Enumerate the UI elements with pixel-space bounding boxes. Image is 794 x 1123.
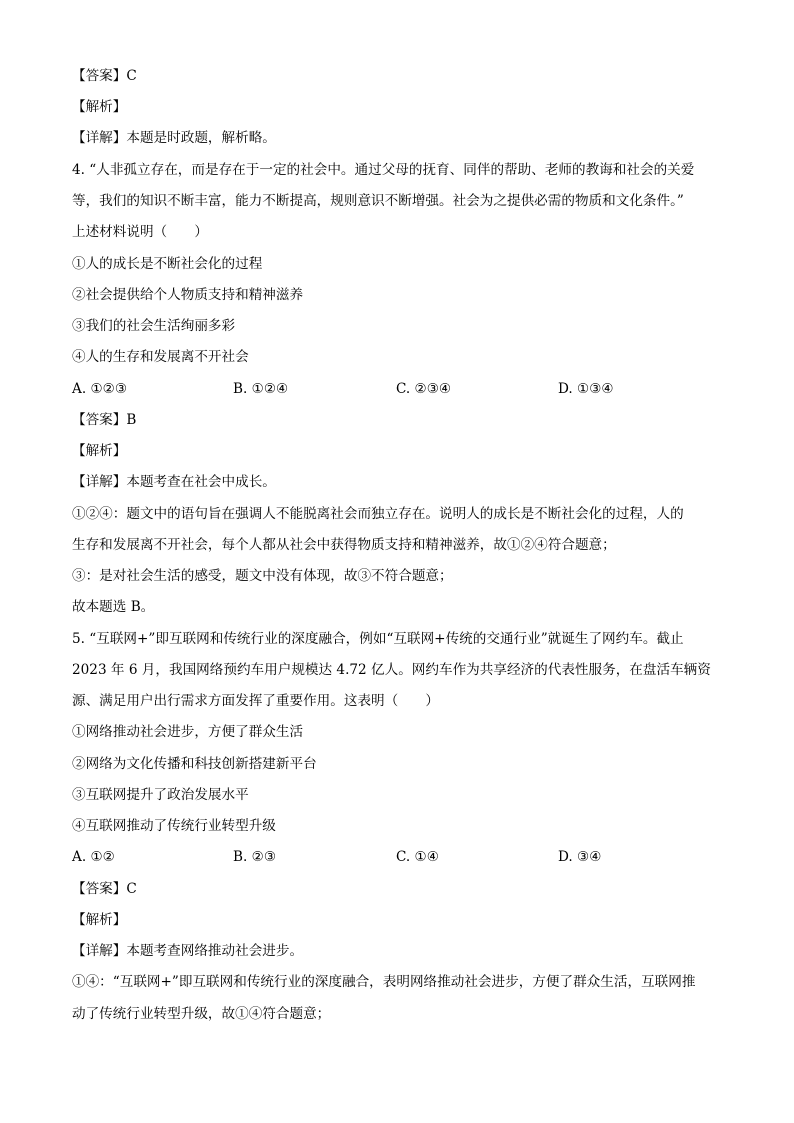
q4-statement-4: ④人的生存和发展离不开社会 <box>72 349 249 365</box>
q4-options <box>72 379 722 399</box>
q5-statement-2: ②网络为文化传播和科技创新搭建新平台 <box>72 756 317 772</box>
q5-option-b: B. ②③ <box>233 849 277 865</box>
q4-detail-line: 故本题选 B。 <box>72 599 155 615</box>
q5-option-d: D. ③④ <box>558 849 602 865</box>
q4-detail-line: ①②④：题文中的语句旨在强调人不能脱离社会而独立存在。说明人的成长是不断社会化的过程，人的 <box>72 506 684 522</box>
q4-option-c: C. ②③④ <box>396 381 452 397</box>
q4-option-d: D. ①③④ <box>558 381 614 397</box>
q4-stem-line: 等，我们的知识不断丰富，能力不断提高，规则意识不断增强。社会为之提供必需的物质和文化条件。” <box>72 193 684 209</box>
q3-analysis-heading: 【解析】 <box>72 99 127 115</box>
q5-detail-line: ①④：“互联网+”即互联网和传统行业的深度融合，表明网络推动社会进步，方便了群众生活，互联网推 <box>72 974 696 990</box>
q4-answer: 【答案】B <box>72 412 137 428</box>
q5-options <box>72 847 722 867</box>
q4-statement-2: ②社会提供给个人物质支持和精神滋养 <box>72 287 304 303</box>
q4-analysis-heading: 【解析】 <box>72 443 127 459</box>
q4-detail-line: 【详解】本题考查在社会中成长。 <box>72 474 276 490</box>
q5-statement-4: ④互联网推动了传统行业转型升级 <box>72 818 276 834</box>
q4-stem-line: 4. “人非孤立存在，而是存在于一定的社会中。通过父母的抚育、同伴的帮助、老师的教诲和社会的关爱 <box>72 162 695 178</box>
q5-answer: 【答案】C <box>72 881 137 897</box>
q5-detail-line: 动了传统行业转型升级，故①④符合题意； <box>72 1006 331 1022</box>
q4-detail-line: ③：是对社会生活的感受，题文中没有体现，故③不符合题意； <box>72 568 453 584</box>
q5-statement-3: ③互联网提升了政治发展水平 <box>72 787 249 803</box>
q4-statement-1: ①人的成长是不断社会化的过程 <box>72 256 263 272</box>
q5-statement-1: ①网络推动社会进步，方便了群众生活 <box>72 724 304 740</box>
q5-analysis-heading: 【解析】 <box>72 912 127 928</box>
q4-option-a: A. ①②③ <box>72 381 128 397</box>
q4-detail-line: 生存和发展离不开社会，每个人都从社会中获得物质支持和精神滋养，故①②④符合题意； <box>72 537 616 553</box>
q5-detail-line: 【详解】本题考查网络推动社会进步。 <box>72 943 304 959</box>
q3-answer: 【答案】C <box>72 68 137 84</box>
q3-detail: 【详解】本题是时政题，解析略。 <box>72 130 276 146</box>
q5-stem-line: 5. “互联网+”即互联网和传统行业的深度融合，例如“互联网+传统的交通行业”就诞生了网约车。截止 <box>72 631 684 647</box>
q5-option-a: A. ①② <box>72 849 115 865</box>
q4-option-b: B. ①②④ <box>233 381 289 397</box>
q5-option-c: C. ①④ <box>396 849 439 865</box>
q4-statement-3: ③我们的社会生活绚丽多彩 <box>72 318 236 334</box>
q5-stem-line: 2023 年 6 月，我国网络预约车用户规模达 4.72 亿人。网约车作为共享经济的代表性服务，在盘活车辆资 <box>72 662 711 678</box>
q4-stem-line: 上述材料说明（ ） <box>72 224 208 240</box>
q5-stem-line: 源、满足用户出行需求方面发挥了重要作用。这表明（ ） <box>72 693 440 709</box>
